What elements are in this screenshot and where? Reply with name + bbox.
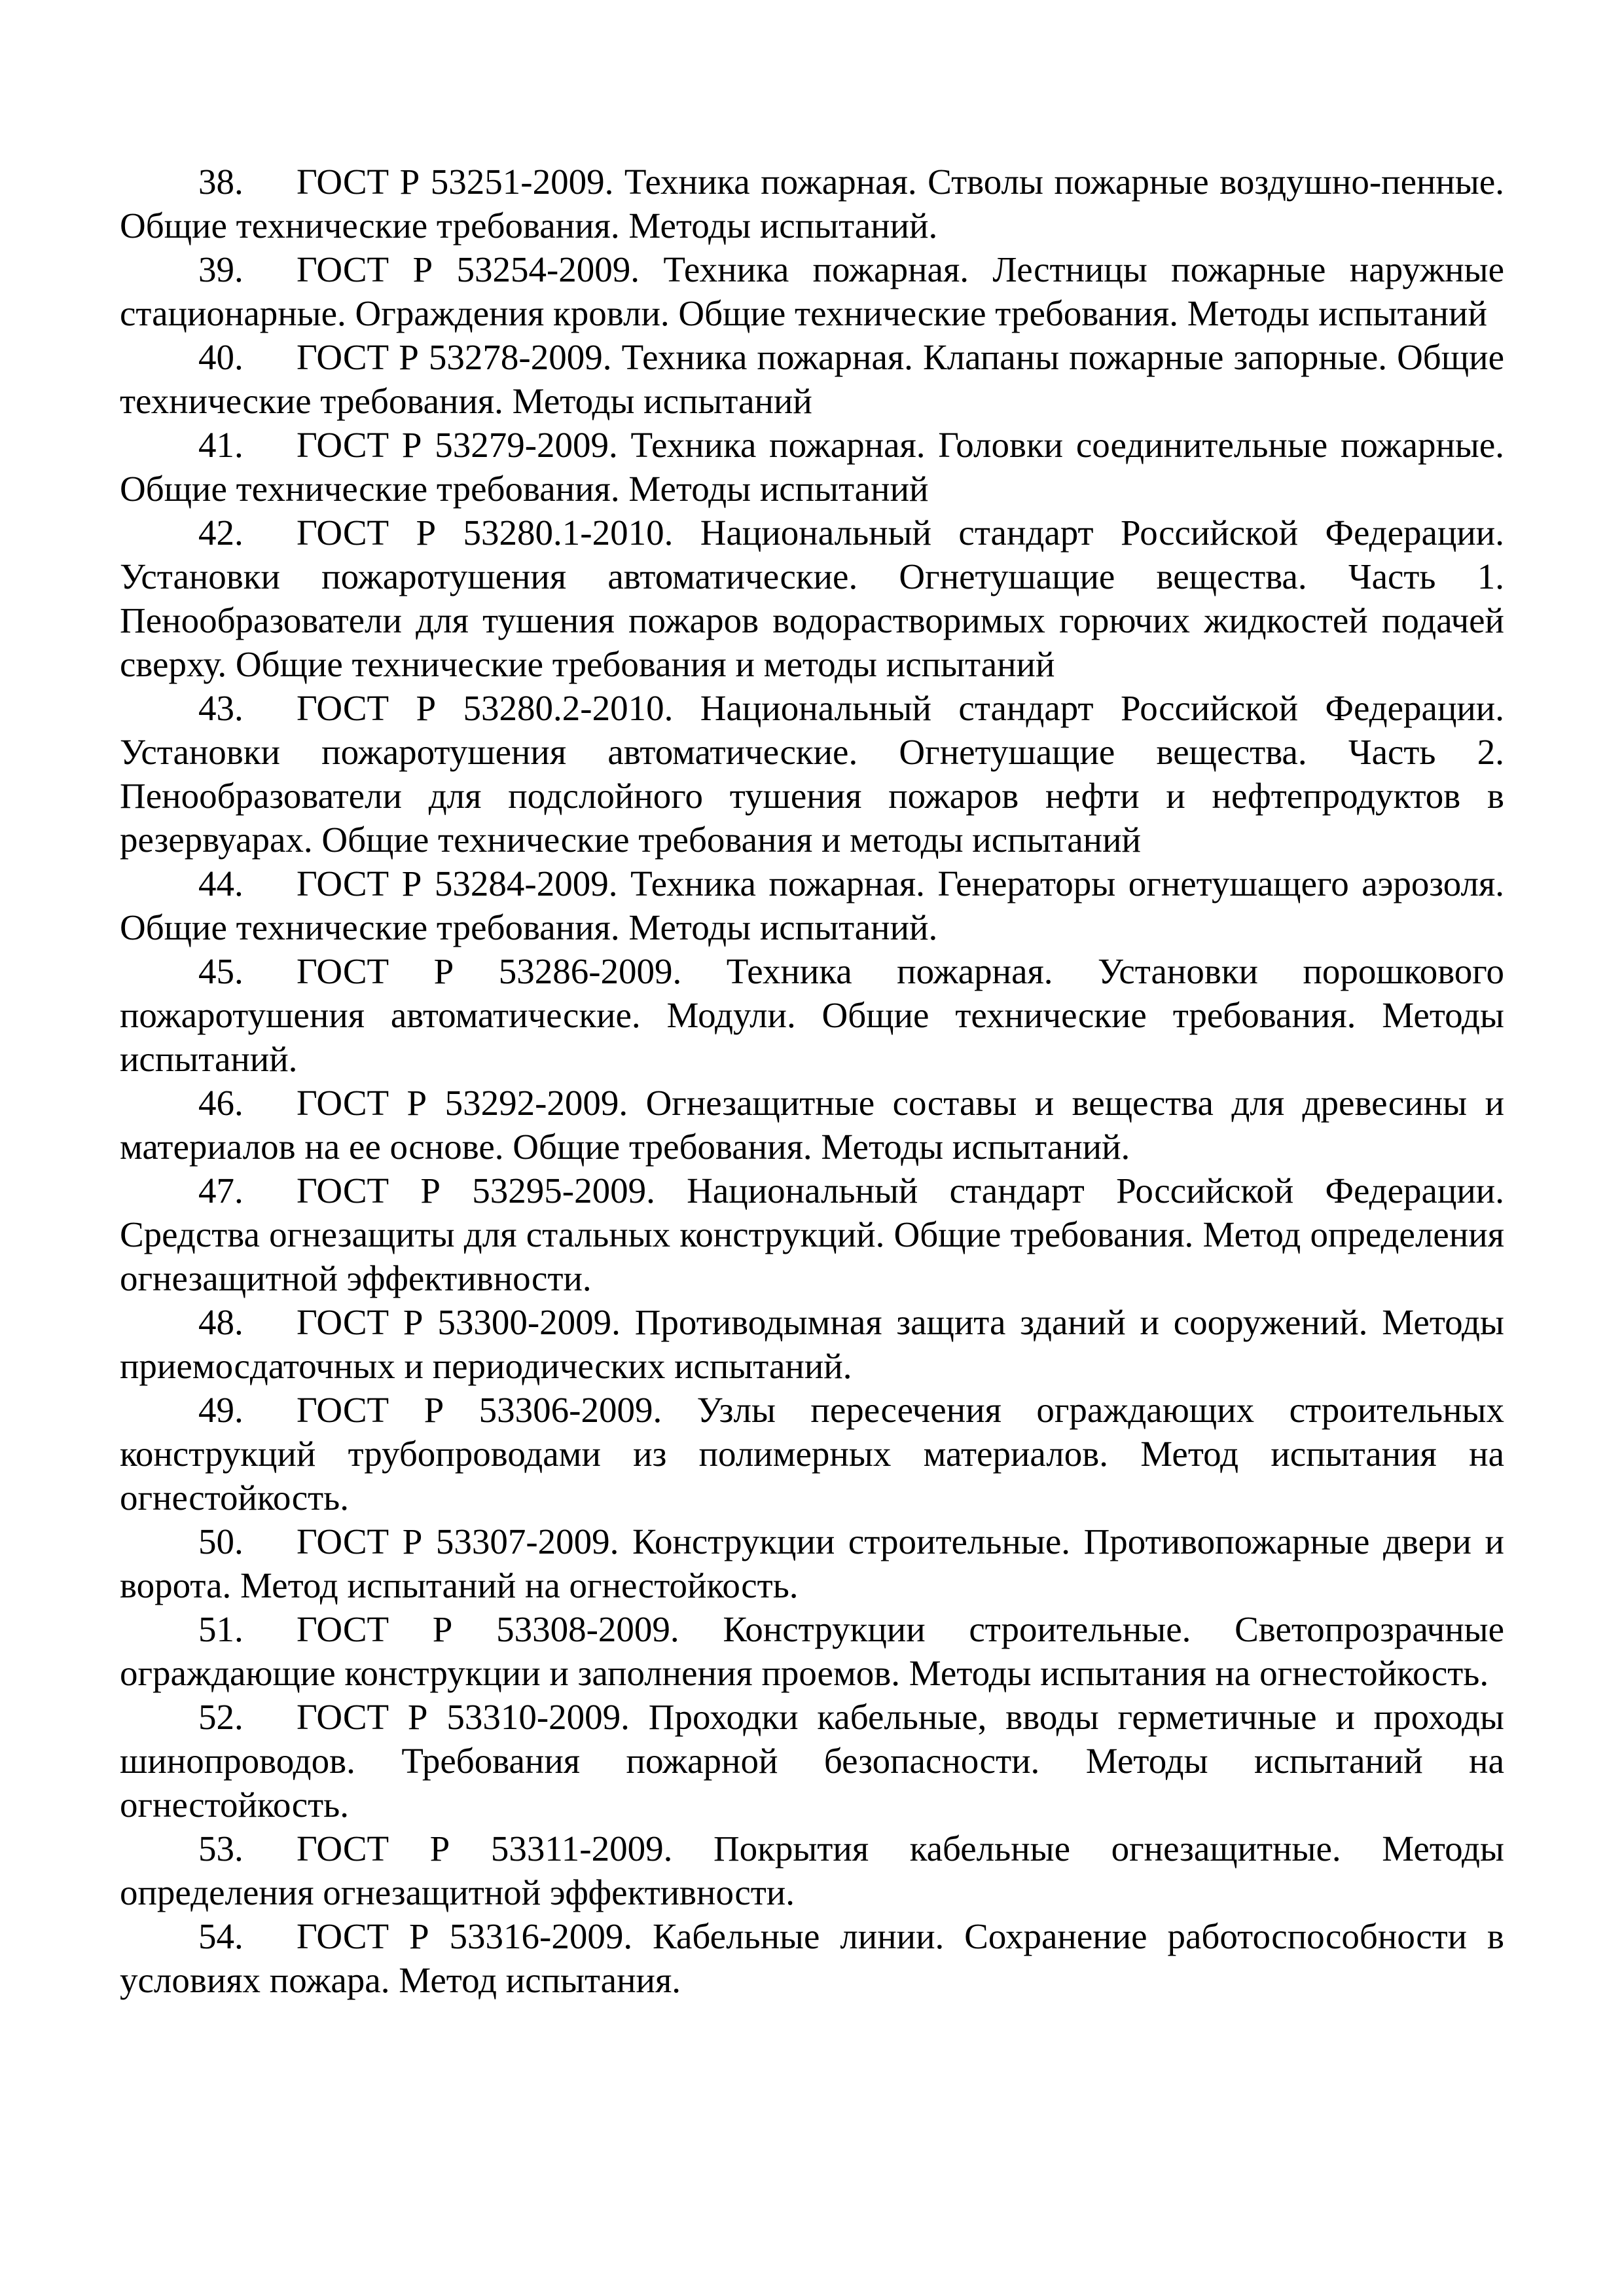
reference-text: ГОСТ Р 53307-2009. Конструкции строительные. Противопожарные двери и ворота. Метод испытаний на огнестойкость. (120, 1522, 1504, 1605)
reference-item (120, 1914, 1504, 2002)
reference-item (120, 160, 1504, 247)
reference-text: ГОСТ Р 53295-2009. Национальный стандарт Российской Федерации. Средства огнезащиты для стальных конструкций. Общие требования. Метод определения огнезащитной эффективности. (120, 1171, 1504, 1298)
reference-item (120, 1388, 1504, 1520)
reference-number: 38. (198, 162, 244, 202)
reference-item (120, 1695, 1504, 1827)
reference-number: 47. (198, 1171, 244, 1211)
reference-item (120, 1520, 1504, 1607)
reference-number: 53. (198, 1829, 244, 1868)
reference-number: 40. (198, 337, 244, 377)
reference-number: 46. (198, 1083, 244, 1123)
reference-item (120, 335, 1504, 423)
reference-number: 54. (198, 1916, 244, 1956)
reference-text: ГОСТ Р 53292-2009. Огнезащитные составы и вещества для древесины и материалов на ее основе. Общие требования. Методы испытаний. (120, 1083, 1504, 1167)
reference-item (120, 1169, 1504, 1300)
reference-number: 50. (198, 1522, 244, 1561)
reference-text: ГОСТ Р 53306-2009. Узлы пересечения ограждающих строительных конструкций трубопроводами из полимерных материалов. Метод испытания на огнестойкость. (120, 1390, 1504, 1518)
reference-number: 41. (198, 425, 244, 465)
reference-list (120, 160, 1504, 2002)
reference-item (120, 1081, 1504, 1169)
reference-number: 52. (198, 1697, 244, 1737)
reference-item (120, 686, 1504, 862)
reference-text: ГОСТ Р 53254-2009. Техника пожарная. Лестницы пожарные наружные стационарные. Ограждения кровли. Общие технические требования. Методы испытаний (120, 249, 1504, 333)
reference-number: 48. (198, 1302, 244, 1342)
reference-item (120, 247, 1504, 335)
reference-text: ГОСТ Р 53280.1-2010. Национальный стандарт Российской Федерации. Установки пожаротушения автоматические. Огнетушащие вещества. Часть 1. Пенообразователи для тушения пожаров водорастворимых горючих жидкостей подачей сверху. Общие технические требования и методы испытаний (120, 513, 1504, 684)
reference-number: 44. (198, 864, 244, 903)
reference-item (120, 949, 1504, 1081)
reference-number: 49. (198, 1390, 244, 1430)
reference-number: 51. (198, 1609, 244, 1649)
reference-text: ГОСТ Р 53300-2009. Противодымная защита зданий и сооружений. Методы приемосдаточных и периодических испытаний. (120, 1302, 1504, 1386)
reference-item (120, 862, 1504, 949)
reference-item (120, 1827, 1504, 1914)
reference-text: ГОСТ Р 53279-2009. Техника пожарная. Головки соединительные пожарные. Общие технические требования. Методы испытаний (120, 425, 1504, 509)
reference-text: ГОСТ Р 53316-2009. Кабельные линии. Сохранение работоспособности в условиях пожара. Метод испытания. (120, 1916, 1504, 2000)
reference-text: ГОСТ Р 53278-2009. Техника пожарная. Клапаны пожарные запорные. Общие технические требования. Методы испытаний (120, 337, 1504, 421)
reference-item (120, 1607, 1504, 1695)
reference-text: ГОСТ Р 53280.2-2010. Национальный стандарт Российской Федерации. Установки пожаротушения автоматические. Огнетушащие вещества. Часть 2. Пенообразователи для подслойного тушения пожаров нефти и нефтепродуктов в резервуарах. Общие технические требования и методы испытаний (120, 688, 1504, 860)
reference-item (120, 1300, 1504, 1388)
reference-text: ГОСТ Р 53308-2009. Конструкции строительные. Светопрозрачные ограждающие конструкции и заполнения проемов. Методы испытания на огнестойкость. (120, 1609, 1504, 1693)
reference-number: 42. (198, 513, 244, 553)
reference-number: 45. (198, 951, 244, 991)
reference-text: ГОСТ Р 53284-2009. Техника пожарная. Генераторы огнетушащего аэрозоля. Общие технические требования. Методы испытаний. (120, 864, 1504, 947)
reference-text: ГОСТ Р 53310-2009. Проходки кабельные, вводы герметичные и проходы шинопроводов. Требования пожарной безопасности. Методы испытаний на огнестойкость. (120, 1697, 1504, 1825)
reference-item (120, 423, 1504, 511)
reference-text: ГОСТ Р 53311-2009. Покрытия кабельные огнезащитные. Методы определения огнезащитной эффективности. (120, 1829, 1504, 1912)
reference-number: 39. (198, 249, 244, 289)
reference-number: 43. (198, 688, 244, 728)
reference-item (120, 511, 1504, 686)
reference-text: ГОСТ Р 53286-2009. Техника пожарная. Установки порошкового пожаротушения автоматические. Модули. Общие технические требования. Методы испытаний. (120, 951, 1504, 1079)
reference-text: ГОСТ Р 53251-2009. Техника пожарная. Стволы пожарные воздушно-пенные. Общие технические требования. Методы испытаний. (120, 162, 1504, 246)
